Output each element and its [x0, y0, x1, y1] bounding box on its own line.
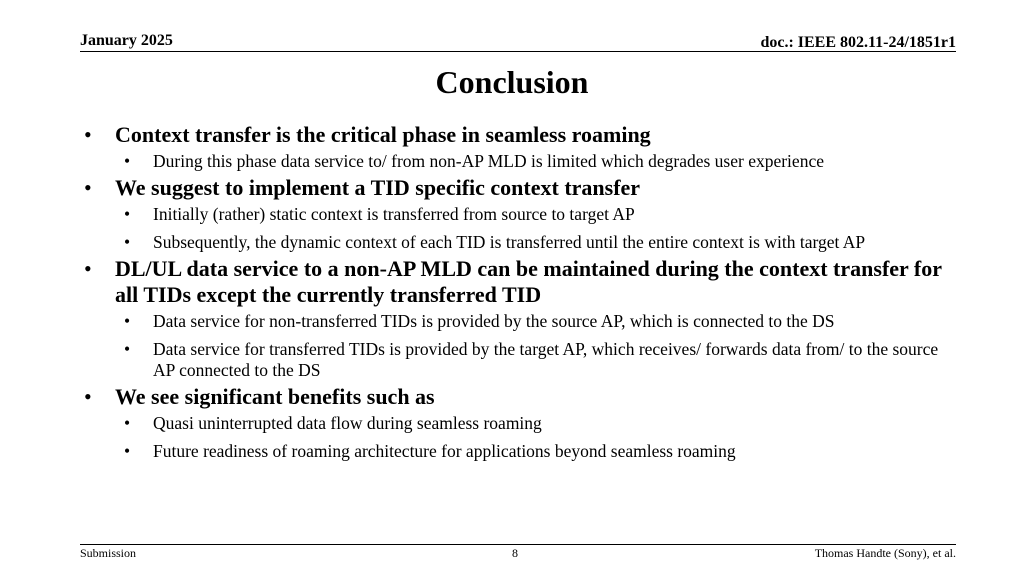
- bullet-dot-icon: •: [124, 441, 131, 461]
- bullet-dot-icon: •: [124, 413, 131, 433]
- sub-bullet-item: [84, 232, 944, 253]
- bullet-dot-icon: •: [124, 339, 131, 359]
- bullet-dot-icon: •: [124, 204, 131, 224]
- header-divider: [80, 51, 956, 52]
- bullet-item: [84, 122, 964, 148]
- bullet-dot-icon: •: [84, 175, 92, 200]
- footer-authors: Thomas Handte (Sony), et al.: [814, 546, 956, 560]
- sub-bullet-text: Quasi uninterrupted data flow during seamless roaming: [153, 413, 542, 433]
- slide-title: Conclusion: [435, 64, 589, 100]
- footer-page-number: 8: [512, 546, 518, 560]
- sub-bullet-text: Subsequently, the dynamic context of each TID is transferred until the entire context is with target AP: [153, 232, 866, 252]
- sub-bullet-text: Future readiness of roaming architecture for applications beyond seamless roaming: [153, 441, 736, 461]
- bullet-text: DL/UL data service to a non-AP MLD can be maintained during the context transfer for all TIDs except the currently transferred TID: [115, 256, 942, 307]
- slide-body: [84, 122, 964, 462]
- bullet-dot-icon: •: [124, 311, 131, 331]
- sub-bullet-item: [84, 441, 944, 462]
- bullet-text: Context transfer is the critical phase in seamless roaming: [115, 122, 651, 147]
- bullet-dot-icon: •: [124, 151, 131, 171]
- sub-bullet-text: Data service for non-transferred TIDs is provided by the source AP, which is connected to the DS: [153, 311, 835, 331]
- bullet-item: [84, 256, 964, 308]
- sub-bullet-text: Initially (rather) static context is transferred from source to target AP: [153, 204, 635, 224]
- footer-divider: [80, 544, 956, 545]
- bullet-dot-icon: •: [84, 256, 92, 281]
- sub-bullet-item: [84, 204, 944, 225]
- sub-bullet-text: During this phase data service to/ from non-AP MLD is limited which degrades user experience: [153, 151, 824, 171]
- header-date: January 2025: [80, 32, 173, 49]
- bullet-dot-icon: •: [84, 384, 92, 409]
- bullet-dot-icon: •: [84, 122, 92, 147]
- bullet-item: [84, 175, 964, 201]
- bullet-text: We suggest to implement a TID specific context transfer: [115, 175, 641, 200]
- sub-bullet-item: [84, 151, 944, 172]
- sub-bullet-item: [84, 339, 944, 381]
- header-doc-id: doc.: IEEE 802.11-24/1851r1: [760, 34, 956, 51]
- sub-bullet-text: Data service for transferred TIDs is provided by the target AP, which receives/ forwards data from/ to the source AP connected to the DS: [153, 339, 939, 380]
- sub-bullet-item: [84, 311, 944, 332]
- sub-bullet-item: [84, 413, 944, 434]
- bullet-dot-icon: •: [124, 232, 131, 252]
- bullet-text: We see significant benefits such as: [115, 384, 435, 409]
- footer-submission: Submission: [80, 546, 137, 560]
- bullet-item: [84, 384, 964, 410]
